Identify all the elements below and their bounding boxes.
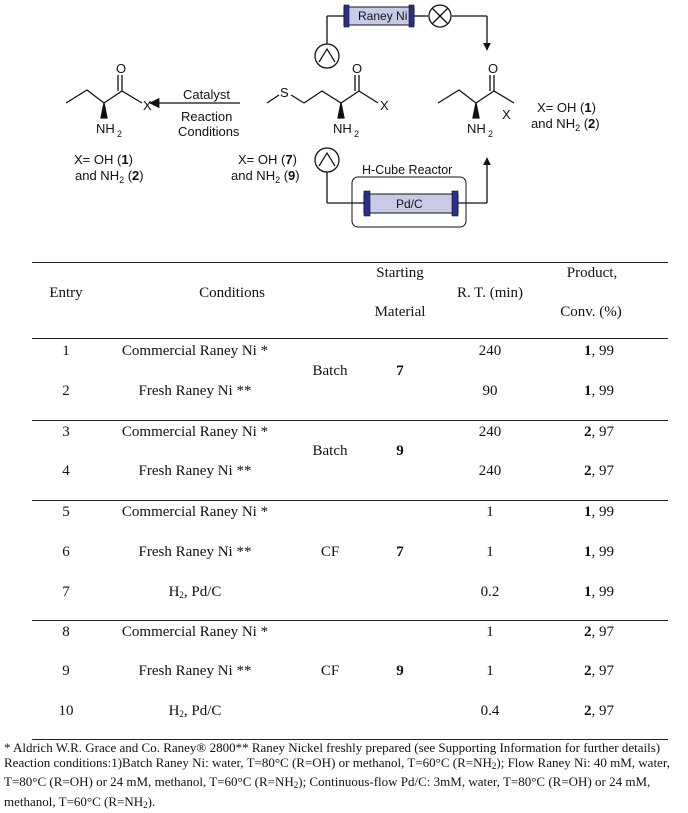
table-cell-mode: Batch <box>312 363 348 379</box>
header-product: Product, <box>566 265 618 281</box>
right-atom-nh: NH <box>467 121 486 136</box>
table-cell-entry: 2 <box>62 383 70 399</box>
table-cell-conditions: Fresh Raney Ni ** <box>138 663 252 679</box>
table-cell-rt: 240 <box>478 463 502 479</box>
left-atom-x: X <box>143 98 152 113</box>
table-cell-mode: CF <box>320 663 340 679</box>
reaction-label: Reaction <box>181 109 233 124</box>
table-cell-starting-material: 9 <box>396 663 404 679</box>
table-cell-conditions: Commercial Raney Ni * <box>121 504 269 520</box>
conditions-label: Conditions <box>178 124 240 139</box>
header-material: Material <box>374 304 426 320</box>
table-cell-conditions: $H_2$, Pd/C <box>168 584 222 600</box>
middle-atom-nh-sub: 2 <box>354 129 360 139</box>
table-cell-entry: 3 <box>62 424 70 440</box>
table-cell-mode: CF <box>320 544 340 560</box>
table-cell-entry: 1 <box>62 343 70 359</box>
left-atom-o: O <box>116 61 127 76</box>
right-atom-nh-sub: 2 <box>488 129 494 139</box>
table-cell-rt: 1 <box>486 504 494 520</box>
table-cell-rt: 240 <box>478 343 502 359</box>
pump-icon <box>319 153 335 166</box>
middle-atom-x: X <box>380 98 389 113</box>
table-cell-product: 2, 97 <box>584 463 614 479</box>
pdc-label: Pd/C <box>396 197 423 211</box>
table-cell-rt: 1 <box>486 663 494 679</box>
group-rule <box>32 420 668 421</box>
left-atom-nh: NH <box>96 121 115 136</box>
table-cell-entry: 7 <box>62 584 70 600</box>
table-cell-entry: 10 <box>58 703 74 719</box>
header-starting: Starting <box>376 265 424 281</box>
table-cell-rt: 90 <box>482 383 498 399</box>
table-cell-rt: 240 <box>478 424 502 440</box>
table-cell-conditions: Commercial Raney Ni * <box>121 624 269 640</box>
header-entry: Entry <box>49 285 83 301</box>
left-caption-line1: X= OH (1) <box>74 152 133 167</box>
header-rt: R. T. (min) <box>456 285 524 301</box>
table-cell-product: 2, 97 <box>584 424 614 440</box>
pump-icon <box>319 49 335 62</box>
table-cell-entry: 5 <box>62 504 70 520</box>
header-conditions: Conditions <box>199 285 265 301</box>
table-cell-product: 1, 99 <box>584 504 614 520</box>
table-cell-product: 1, 99 <box>584 584 614 600</box>
table-footnote: * Aldrich W.R. Grace and Co. Raney® 2800** Raney Nickel freshly prepared (see Supporting Information for further details) Reaction conditions:1)Batch Raney Ni: water, T=80°C (R=OH) or methanol, T=60°C $(R=NH_2)$; Flow Raney Ni: 40 mM, water, T=80°C (R=OH) or 24 mM, methanol, T=60°C $(R=NH_2)$; Continuous-flow Pd/C: 3mM, water, T=80°C (R=OH) or 24 mM, methanol, T=60°C $(R=NH_2)$. <box>4 740 670 810</box>
table-cell-entry: 9 <box>62 663 70 679</box>
hcube-label: H-Cube Reactor <box>362 163 453 177</box>
table-cell-product: 1, 99 <box>584 544 614 560</box>
right-atom-o: O <box>488 61 499 76</box>
group-rule <box>32 620 668 621</box>
table-cell-rt: 0.4 <box>480 703 500 719</box>
table-cell-product: 2, 97 <box>584 703 614 719</box>
left-caption-line2: and $NH_2$ (2) <box>75 168 144 185</box>
header-conv: Conv. (%) <box>560 304 622 320</box>
table-cell-product: 2, 97 <box>584 663 614 679</box>
left-atom-nh-sub: 2 <box>117 129 123 139</box>
table-cell-conditions: Fresh Raney Ni ** <box>138 383 252 399</box>
left-molecule <box>66 75 142 118</box>
table-cell-starting-material: 7 <box>396 363 404 379</box>
catalyst-label: Catalyst <box>183 87 230 102</box>
table-cell-conditions: Fresh Raney Ni ** <box>138 544 252 560</box>
table-cell-conditions: Fresh Raney Ni ** <box>138 463 252 479</box>
valve-icon <box>429 5 451 27</box>
raney-label: Raney Ni <box>358 9 408 23</box>
table-cell-rt: 1 <box>486 544 494 560</box>
middle-atom-nh: NH <box>333 121 352 136</box>
middle-caption-line2: and $NH_2$ (9) <box>231 168 300 185</box>
table-cell-conditions: $H_2$, Pd/C <box>168 703 222 719</box>
table-cell-entry: 4 <box>62 463 70 479</box>
table-cell-product: 1, 99 <box>584 343 614 359</box>
table-top-rule <box>32 262 668 263</box>
right-atom-x: X <box>502 107 511 122</box>
right-caption-line1: X= OH (1) <box>537 100 596 115</box>
table-cell-mode: Batch <box>312 443 348 459</box>
table-cell-conditions: Commercial Raney Ni * <box>121 424 269 440</box>
table-cell-product: 2, 97 <box>584 624 614 640</box>
middle-atom-o: O <box>352 61 363 76</box>
reaction-scheme <box>0 0 688 250</box>
table-cell-rt: 1 <box>486 624 494 640</box>
table-cell-starting-material: 9 <box>396 443 404 459</box>
group-rule <box>32 500 668 501</box>
table-cell-entry: 6 <box>62 544 70 560</box>
table-cell-conditions: Commercial Raney Ni * <box>121 343 269 359</box>
table-cell-starting-material: 7 <box>396 544 404 560</box>
middle-caption-line1: X= OH (7) <box>238 152 297 167</box>
table-cell-entry: 8 <box>62 624 70 640</box>
header-rule <box>32 338 668 339</box>
middle-atom-s: S <box>280 85 289 100</box>
right-caption-line2: and $NH_2$ (2) <box>531 116 600 133</box>
table-cell-rt: 0.2 <box>480 584 500 600</box>
table-cell-product: 1, 99 <box>584 383 614 399</box>
